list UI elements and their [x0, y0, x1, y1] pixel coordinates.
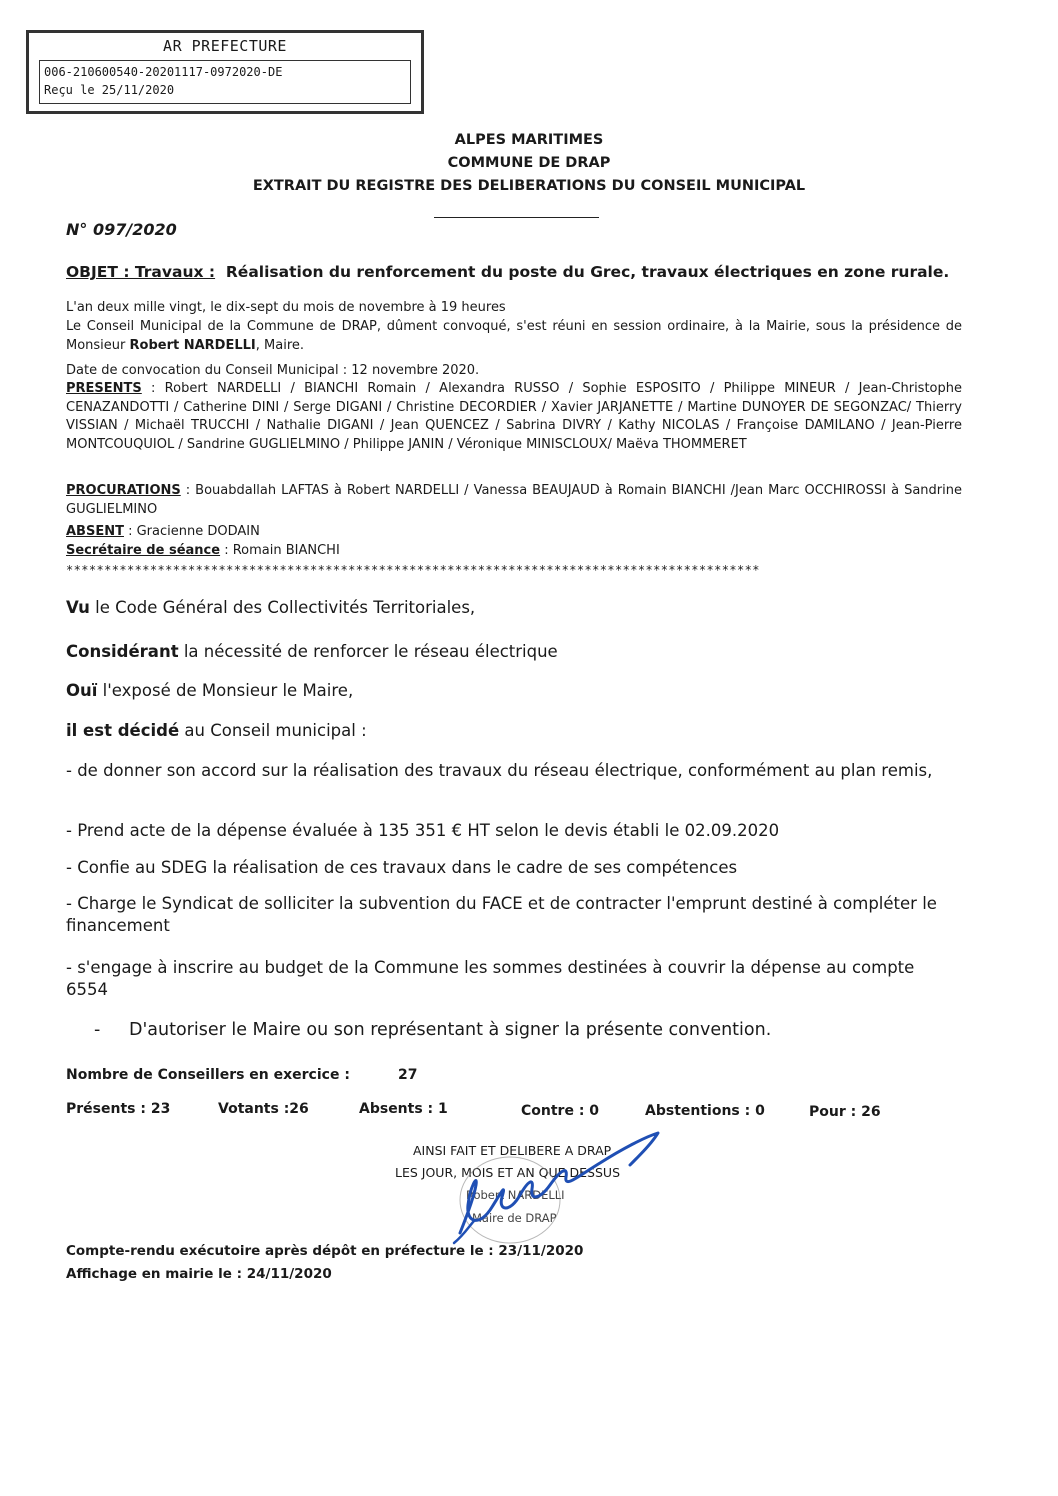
procurations-label: PROCURATIONS	[66, 483, 181, 498]
stamp-reference: 006-210600540-20201117-0972020-DE	[44, 65, 283, 79]
secretary-label: Secrétaire de séance	[66, 543, 221, 558]
subject-text: Réalisation du renforcement du poste du Grec, travaux électriques en zone rurale.	[225, 263, 950, 281]
abstentions-count: Abstentions : 0	[645, 1103, 765, 1119]
convocation-date: Date de convocation du Conseil Municipal : 12 novembre 2020.	[66, 363, 480, 378]
decision-item-6-dash: -	[94, 1020, 101, 1040]
title-divider	[434, 217, 599, 218]
register-title: EXTRAIT DU REGISTRE DES DELIBERATIONS DU CONSEIL MUNICIPAL	[252, 178, 806, 194]
decide-bold: il est décidé	[66, 721, 180, 740]
meeting-date: L'an deux mille vingt, le dix-sept du mois de novembre à 19 heures	[66, 300, 506, 315]
affichage-date: Affichage en mairie le : 24/11/2020	[66, 1266, 332, 1282]
considerant-paragraph	[66, 641, 960, 663]
stamp-received-date: Reçu le 25/11/2020	[44, 83, 175, 97]
commune-title: COMMUNE DE DRAP	[447, 155, 611, 171]
separator-stars: *******************************************************************************************	[66, 563, 760, 577]
absent-text: : Gracienne DODAIN	[123, 524, 260, 539]
deliberation-subject	[66, 263, 949, 281]
mayor-name: Robert NARDELLI	[129, 337, 256, 353]
decide-text: au Conseil municipal :	[179, 721, 367, 740]
absent-label: ABSENT	[66, 524, 124, 539]
presents-count: Présents : 23	[66, 1101, 171, 1117]
subject-label: OBJET : Travaux :	[66, 263, 216, 281]
meeting-convocation	[66, 318, 962, 355]
presents-names: : Robert NARDELLI / BIANCHI Romain / Alexandra RUSSO / Sophie ESPOSITO / Philippe MINEUR / Jean-Christophe CENAZANDOTTI / Catherine DINI / Serge DIGANI / Christine DECORDIER / Xavier JARJANETTE / Martine DUNOYER DE SEGONZAC/ Thierry VISSIAN / Michaël TRUCCHI / Nathalie DIGANI / Jean QUENCEZ / Sabrina DIVRY / Kathy NICOLAS / Françoise DAMILANO / Jean-Pierre MONTCOUQUIOL / Sandrine GUGLIELMINO / Philippe JANIN / Véronique MINISCLOUX/ Maëva THOMMERET	[66, 381, 962, 452]
signatory-name: Robert NARDELLI	[466, 1188, 565, 1202]
signature-line-1: AINSI FAIT ET DELIBERE A DRAP	[413, 1143, 612, 1158]
decision-item-5: - s'engage à inscrire au budget de la Commune les sommes destinées à couvrir la dépense au compte 6554	[66, 958, 915, 999]
considerant-bold: Considérant	[66, 642, 179, 661]
vu-bold: Vu	[66, 598, 90, 617]
handwritten-signature	[440, 1125, 670, 1250]
votants-count: Votants :26	[218, 1101, 309, 1117]
procurations	[66, 482, 962, 519]
oui-paragraph	[66, 680, 960, 702]
considerant-text: la nécessité de renforcer le réseau électrique	[178, 642, 558, 661]
vu-text: le Code Général des Collectivités Territoriales,	[89, 598, 476, 617]
deliberation-number: N° 097/2020	[66, 220, 177, 239]
decision-item-6: D'autoriser le Maire ou son représentant à signer la présente convention.	[129, 1020, 772, 1040]
pour-count: Pour : 26	[809, 1104, 881, 1120]
procurations-text: : Bouabdallah LAFTAS à Robert NARDELLI / Vanessa BEAUJAUD à Romain BIANCHI /Jean Marc OCCHIROSSI à Sandrine GUGLIELMINO	[66, 483, 962, 517]
signatory-title: Maire de DRAP	[472, 1211, 557, 1225]
prefecture-stamp	[26, 30, 424, 114]
contre-count: Contre : 0	[521, 1103, 600, 1119]
decide-paragraph	[66, 720, 960, 742]
oui-text: l'exposé de Monsieur le Maire,	[97, 681, 354, 700]
secretary-text: : Romain BIANCHI	[220, 543, 340, 558]
decision-item-1: - de donner son accord sur la réalisation des travaux du réseau électrique, conformément au plan remis,	[66, 761, 933, 780]
decision-item-4: - Charge le Syndicat de solliciter la subvention du FACE et de contracter l'emprunt destiné à compléter le financement	[66, 894, 937, 935]
oui-bold: Ouï	[66, 681, 98, 700]
decision-item-3: - Confie au SDEG la réalisation de ces travaux dans le cadre de ses compétences	[66, 858, 738, 877]
signature-line-2: LES JOUR, MOIS ET AN QUE DESSUS	[395, 1165, 621, 1180]
department-title: ALPES MARITIMES	[454, 132, 604, 148]
convocation-text: Le Conseil Municipal de la Commune de DRAP, dûment convoqué, s'est réuni en session ordinaire, à la Mairie, sous la présidence de Monsieur	[66, 319, 962, 353]
presents-list	[66, 380, 962, 454]
conseillers-value: 27	[398, 1067, 418, 1083]
secretary	[66, 542, 962, 561]
compte-rendu-date: Compte-rendu exécutoire après dépôt en préfecture le : 23/11/2020	[66, 1243, 584, 1259]
presents-label: PRESENTS	[66, 381, 142, 396]
conseillers-label: Nombre de Conseillers en exercice :	[66, 1067, 350, 1083]
absents-count: Absents : 1	[359, 1101, 448, 1117]
vu-paragraph	[66, 597, 960, 619]
stamp-title: AR PREFECTURE	[163, 37, 287, 55]
decision-item-2: - Prend acte de la dépense évaluée à 135 351 € HT selon le devis établi le 02.09.2020	[66, 821, 780, 840]
convocation-end: , Maire.	[255, 337, 305, 353]
stamp-reference-box	[39, 60, 411, 104]
absent	[66, 523, 962, 542]
